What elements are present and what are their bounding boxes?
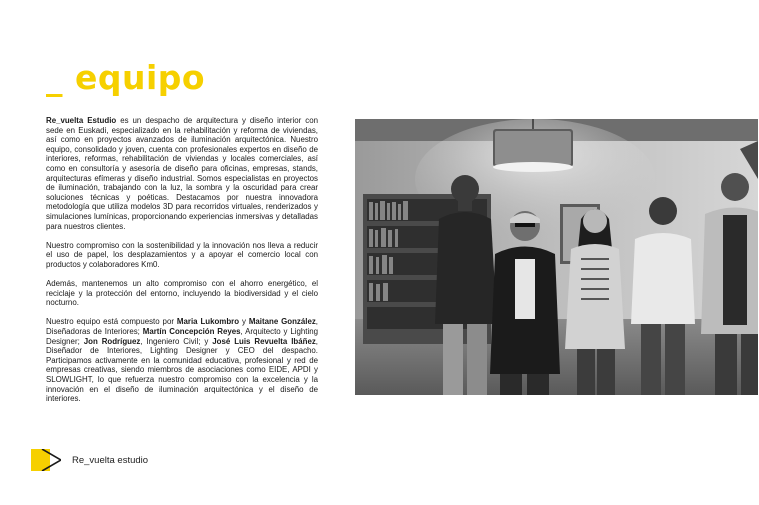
paragraph-text: Además, mantenemos un alto compromiso con el ahorro energético, el reciclaje y la protección del entorno, incluyendo la biodiversidad y el cielo nocturno. (46, 279, 318, 308)
bold-name-text: José Luis Revuelta Ibáñez (212, 336, 316, 346)
paragraph-text: , Arquitecto y Lighting Designer; (46, 327, 318, 346)
bold-name-text: Martín Concepción Reyes (142, 327, 241, 337)
body-text (46, 116, 318, 413)
paragraph-text: es un despacho de arquitectura y diseño interior con sede en Euskadi, especializado en la rehabilitación y reforma de viviendas, así como en proyectos avanzados de iluminación arquitectónica. Nuestro equipo, consolidado y joven, cuenta con profesionales expertos en diseño de interiores, reformas, rehabilitación de viviendas y locales comerciales, así como en consultoría y asesoría de diseño para oficinas, empresas, stands, arquitecturas efímeras y diseño industrial. Somos especialistas en proyectos de iluminación, trabajando con la luz, la sombra y la oscuridad para crear soluciones técnicas y poéticas. Destacamos por nuestra innovadora metodología que utiliza modelos 3D para recorridos virtuales, renderizados y simulaciones lumínicas, proporcionando experiencias inmersivas y detalladas para nuestros clientes. (46, 116, 319, 231)
paragraph-text: Nuestro compromiso con la sostenibilidad y la innovación nos lleva a reducir el uso de papel, los desplazamientos y a apoyar el comercio local con productos y colaboradores Km0. (46, 240, 318, 269)
body-paragraph (46, 317, 318, 403)
paragraph-text: , Diseñadoras de Interiores; (46, 317, 318, 337)
body-paragraph (46, 241, 318, 270)
paragraph-text: Nuestro equipo está compuesto por (46, 317, 177, 327)
play-arrow-icon (31, 449, 61, 471)
footer-brand: Re_vuelta estudio (72, 455, 149, 466)
paragraph-text: y (239, 317, 249, 327)
bold-name-text: Maitane González (248, 317, 316, 327)
team-photo (355, 119, 758, 395)
bold-name-text: Re_vuelta Estudio (46, 116, 117, 125)
bold-name-text: Maria Lukombro (176, 317, 240, 327)
paragraph-text: , Diseñador de Interiores, Lighting Designer y CEO del despacho. Participamos activamente en la comunidad educativa, profesional y red de empresas creativas, siendo miembros de asociaciones como EIDE, APDI y SLOWLIGHT, lo que refuerza nuestro compromiso con la excelencia y la innovación en el diseño de iluminación arquitectónica y el diseño de interiores. (46, 336, 318, 404)
paragraph-text: , Ingeniero Civil; y (140, 336, 213, 346)
page-title: _ equipo (46, 58, 206, 97)
body-paragraph (46, 279, 318, 308)
bold-name-text: Jon Rodríguez (83, 336, 141, 346)
body-paragraph (46, 116, 318, 231)
